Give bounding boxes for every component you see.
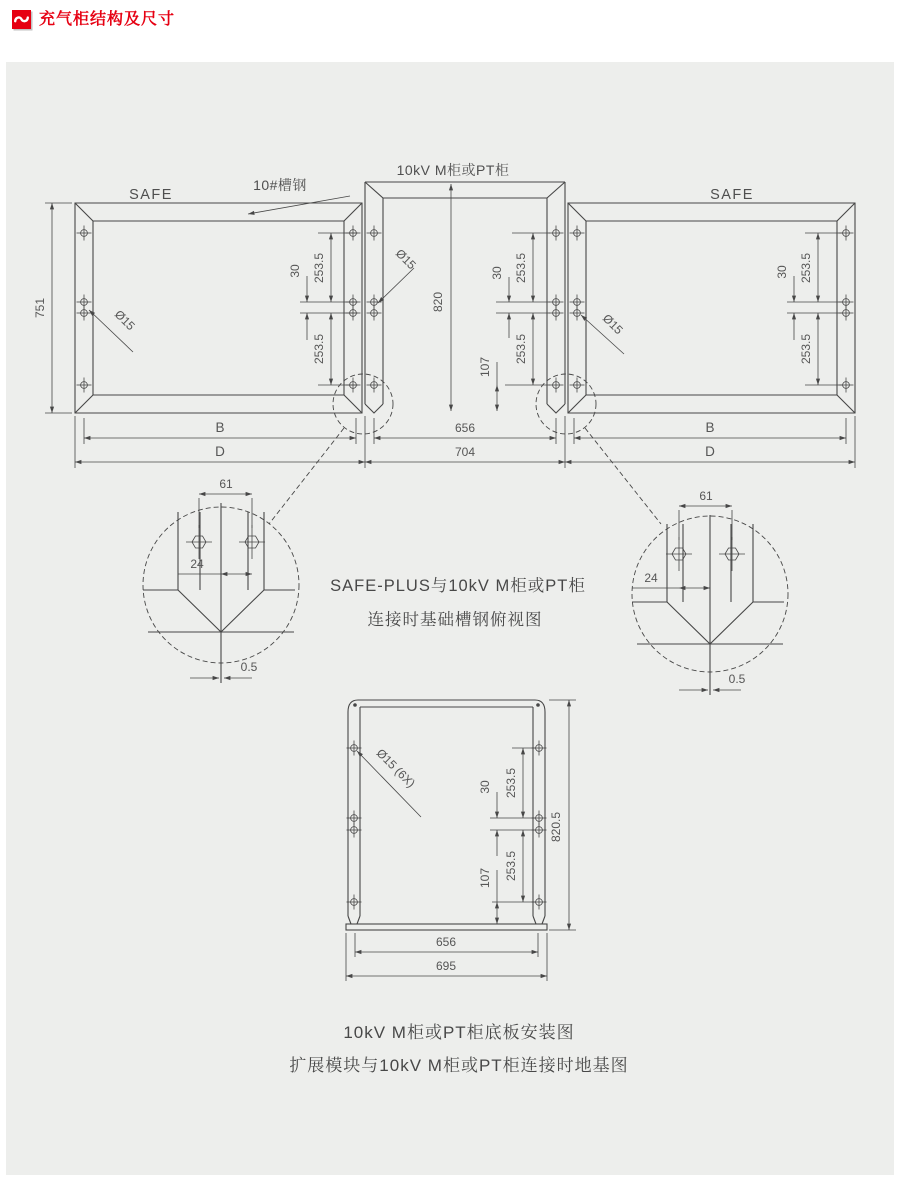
svg-text:253.5: 253.5 [504,850,518,882]
svg-text:扩展模块与10kV M柜或PT柜连接时地基图: 扩展模块与10kV M柜或PT柜连接时地基图 [289,1056,629,1075]
svg-text:B: B [705,420,715,435]
svg-text:10#槽钢: 10#槽钢 [253,177,307,193]
svg-text:695: 695 [435,959,457,973]
svg-text:253.5: 253.5 [514,333,528,365]
svg-text:61: 61 [219,477,233,491]
svg-text:107: 107 [478,867,492,889]
page-title: 充气柜结构及尺寸 [39,11,176,28]
svg-text:24: 24 [644,571,658,585]
svg-text:24: 24 [190,557,204,571]
brand-logo-icon [12,10,31,29]
svg-text:751: 751 [33,297,47,319]
svg-text:253.5: 253.5 [312,333,326,365]
svg-text:30: 30 [490,266,504,280]
svg-text:253.5: 253.5 [514,252,528,284]
center-frame-label: 10kV M柜或PT柜 [396,162,510,178]
svg-text:253.5: 253.5 [799,333,813,365]
svg-text:Ø15 (6X): Ø15 (6X) [373,746,418,791]
svg-text:107: 107 [478,356,492,378]
svg-text:704: 704 [454,445,476,459]
svg-text:820: 820 [431,291,445,313]
svg-text:0.5: 0.5 [728,672,746,686]
right-frame-label: SAFE [710,187,754,203]
svg-text:253.5: 253.5 [312,252,326,284]
svg-text:SAFE-PLUS与10kV M柜或PT柜: SAFE-PLUS与10kV M柜或PT柜 [330,577,586,595]
page-header [12,10,175,29]
svg-text:656: 656 [435,935,457,949]
svg-text:253.5: 253.5 [504,767,518,799]
svg-text:Ø15: Ø15 [392,246,419,273]
svg-text:B: B [215,420,225,435]
svg-text:10kV M柜或PT柜底板安装图: 10kV M柜或PT柜底板安装图 [343,1023,575,1042]
left-frame-label: SAFE [129,187,173,203]
svg-text:656: 656 [454,421,476,435]
svg-text:30: 30 [288,264,302,278]
svg-text:连接时基础槽钢俯视图: 连接时基础槽钢俯视图 [367,611,543,629]
svg-text:0.5: 0.5 [240,660,258,674]
svg-text:820.5: 820.5 [549,811,563,843]
svg-text:D: D [215,444,225,459]
svg-text:30: 30 [478,780,492,794]
svg-text:D: D [705,444,715,459]
svg-text:Ø15: Ø15 [599,311,626,338]
svg-text:30: 30 [775,265,789,279]
svg-text:61: 61 [699,489,713,503]
svg-text:253.5: 253.5 [799,252,813,284]
svg-text:Ø15: Ø15 [111,307,138,334]
